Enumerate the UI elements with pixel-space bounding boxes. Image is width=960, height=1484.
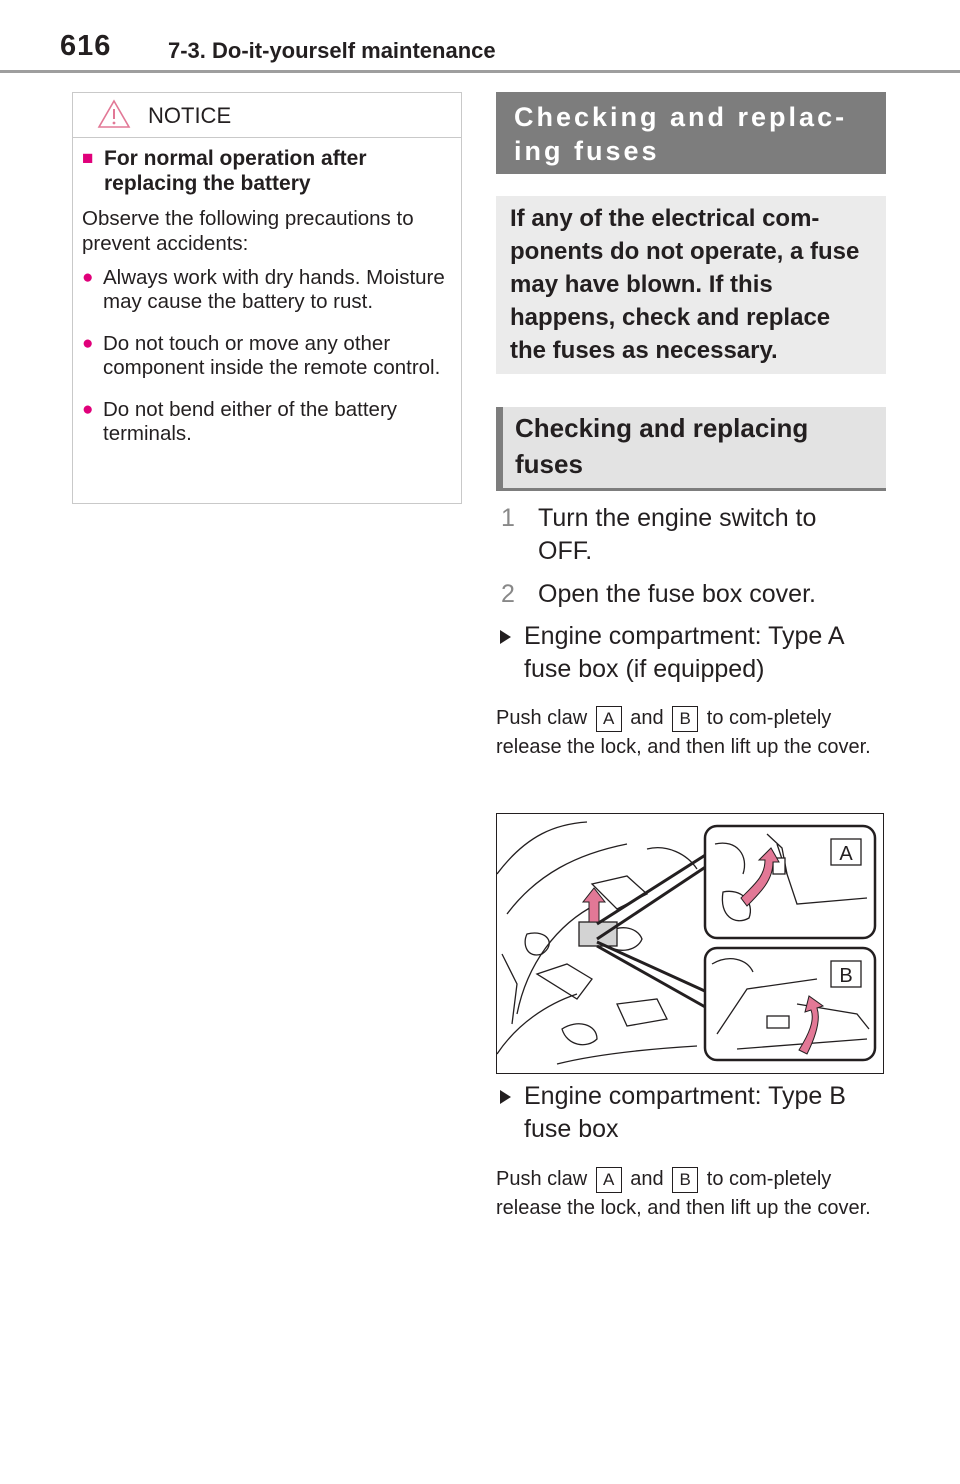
step-number: 1 — [501, 504, 515, 532]
step-1 — [496, 502, 876, 568]
notice-bullet — [82, 266, 451, 314]
notice-header — [73, 93, 461, 138]
instr-text: and — [630, 707, 664, 729]
bullet-dot-icon: ● — [82, 267, 94, 288]
page-number: 616 — [60, 30, 112, 62]
page-header — [0, 0, 960, 76]
header-divider — [0, 70, 960, 73]
callout-b-tag: B — [672, 1167, 698, 1193]
notice-subheading — [82, 146, 451, 196]
engine-compartment-drawing — [497, 814, 883, 1073]
notice-bullet — [82, 398, 451, 446]
step-2 — [496, 578, 876, 611]
notice-bullet — [82, 332, 451, 380]
step-text: Open the fuse box cover. — [538, 580, 816, 608]
instr-text: to com-pletely release the lock, and then lift up the cover. — [496, 1168, 871, 1219]
type-b-label — [496, 1080, 886, 1146]
instr-text: to com-pletely release the lock, and then lift up the cover. — [496, 707, 871, 758]
step-number: 2 — [501, 580, 515, 608]
type-b-instructions — [496, 1165, 886, 1223]
bullet-dot-icon: ● — [82, 399, 94, 420]
warning-icon — [97, 99, 131, 129]
notice-bullet-text: Do not bend either of the battery terminals. — [103, 398, 398, 445]
type-a-label-text: Engine compartment: Type A fuse box (if equipped) — [524, 622, 844, 683]
illustration-callout-b: B — [839, 965, 853, 987]
notice-intro: Observe the following precautions to prevent accidents: — [82, 207, 414, 255]
notice-label: NOTICE — [148, 103, 232, 128]
type-a-label — [496, 620, 886, 686]
arrow-bullet-icon — [496, 620, 524, 686]
intro-box: If any of the electrical com-ponents do not operate, a fuse may have blown. If this happens, check and replace the fuses as necessary. — [496, 196, 886, 374]
callout-a-tag: A — [596, 1167, 622, 1193]
illustration-callout-a: A — [839, 843, 853, 865]
type-a-instructions — [496, 704, 886, 762]
notice-bullet-text: Do not touch or move any other component inside the remote control. — [103, 332, 441, 379]
instr-text: Push claw — [496, 1168, 588, 1190]
square-bullet-icon: ■ — [82, 148, 94, 169]
notice-box — [72, 92, 462, 504]
type-b-label-text: Engine compartment: Type B fuse box — [524, 1082, 846, 1143]
callout-b-tag: B — [672, 706, 698, 732]
arrow-bullet-icon — [496, 1080, 524, 1146]
subheading: Checking and replacing fuses — [496, 407, 886, 491]
notice-subheading-text: For normal operation after replacing the battery — [104, 147, 367, 195]
step-text: Turn the engine switch to OFF. — [538, 504, 817, 565]
notice-bullet-text: Always work with dry hands. Moisture may cause the battery to rust. — [103, 266, 445, 313]
instr-text: and — [630, 1168, 664, 1190]
fuse-box-illustration — [496, 813, 884, 1074]
section-title: 7-3. Do-it-yourself maintenance — [168, 38, 496, 63]
bullet-dot-icon: ● — [82, 333, 94, 354]
callout-a-tag: A — [596, 706, 622, 732]
instr-text: Push claw — [496, 707, 588, 729]
main-title: Checking and replac-ing fuses — [496, 92, 886, 174]
